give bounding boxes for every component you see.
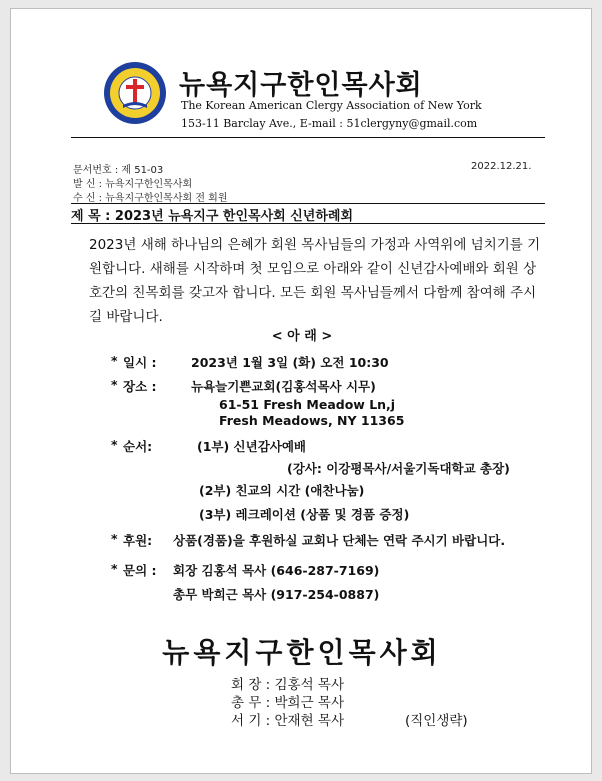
place-address-line1: 61-51 Fresh Meadow Ln,j <box>219 397 396 412</box>
place-bullet: * <box>111 377 118 392</box>
seal-omitted-note: (직인생략) <box>405 713 468 729</box>
letterhead-divider <box>71 137 545 138</box>
signature-secretary-general: 총 무 : 박희근 목사 <box>231 695 345 711</box>
place-address-line2: Fresh Meadows, NY 11365 <box>219 413 405 428</box>
contact-label: 문의 : <box>123 563 157 578</box>
order-label: 순서: <box>123 439 153 454</box>
contact-bullet: * <box>111 561 118 576</box>
contact-secretary: 총무 박희근 목사 (917-254-0887) <box>173 587 380 602</box>
invitation-body: 2023년 새해 하나님의 은혜가 회원 목사님들의 가정과 사역위에 넘치기를 기원합니다. 새해를 시작하며 첫 모임으로 아래와 같이 신년감사예배와 회원 상호간의 친목회를 갖고자 합니다. 모든 회원 목사님들께서 다함께 참여해 주시길 바랍니다. <box>89 237 541 325</box>
document-page <box>10 8 592 774</box>
signature-clerk: 서 기 : 안재현 목사 <box>231 713 345 729</box>
subject-bottom-rule <box>71 223 545 224</box>
notice-heading: < 아 래 > <box>271 329 333 344</box>
subject-top-rule <box>71 203 545 204</box>
org-name-korean: 뉴욕지구한인목사회 <box>179 70 423 101</box>
date-value: 2023년 1월 3일 (화) 오전 10:30 <box>191 355 389 370</box>
program-part1: (1부) 신년감사예배 <box>197 439 307 454</box>
order-bullet: * <box>111 437 118 452</box>
place-value: 뉴욕늘기쁜교회(김홍석목사 시무) <box>191 379 376 394</box>
program-part3: (3부) 레크레이션 (상품 및 경품 증정) <box>199 507 410 522</box>
document-number: 문서번호 : 제 51-03 <box>73 165 164 176</box>
signature-president: 회 장 : 김홍석 목사 <box>231 677 345 693</box>
program-part1-speaker: (강사: 이강평목사/서울기독대학교 총장) <box>287 461 510 476</box>
sponsor-label: 후원: <box>123 533 153 548</box>
sender-line: 발 신 : 뉴욕지구한인목사회 <box>73 179 193 190</box>
sponsor-bullet: * <box>111 531 118 546</box>
date-label: 일시 : <box>123 355 157 370</box>
program-part2: (2부) 친교의 시간 (애찬나눔) <box>199 483 365 498</box>
subject-line: 제 목 : 2023년 뉴욕지구 한인목사회 신년하례회 <box>71 209 354 224</box>
org-address-email: 153-11 Barclay Ave., E-mail : 51clergyny@gmail.com <box>181 117 478 130</box>
contact-president: 회장 김홍석 목사 (646-287-7169) <box>173 563 380 578</box>
document-date: 2022.12.21. <box>471 161 532 172</box>
sponsor-value: 상품(경품)을 후원하실 교회나 단체는 연락 주시기 바랍니다. <box>173 533 506 548</box>
place-label: 장소 : <box>123 379 157 394</box>
recipient-line: 수 신 : 뉴욕지구한인목사회 전 회원 <box>73 193 228 204</box>
org-name-english: The Korean American Clergy Association of New York <box>181 99 482 112</box>
clergy-association-logo <box>103 61 167 125</box>
signature-org-name: 뉴욕지구한인목사회 <box>162 636 442 669</box>
date-bullet: * <box>111 353 118 368</box>
